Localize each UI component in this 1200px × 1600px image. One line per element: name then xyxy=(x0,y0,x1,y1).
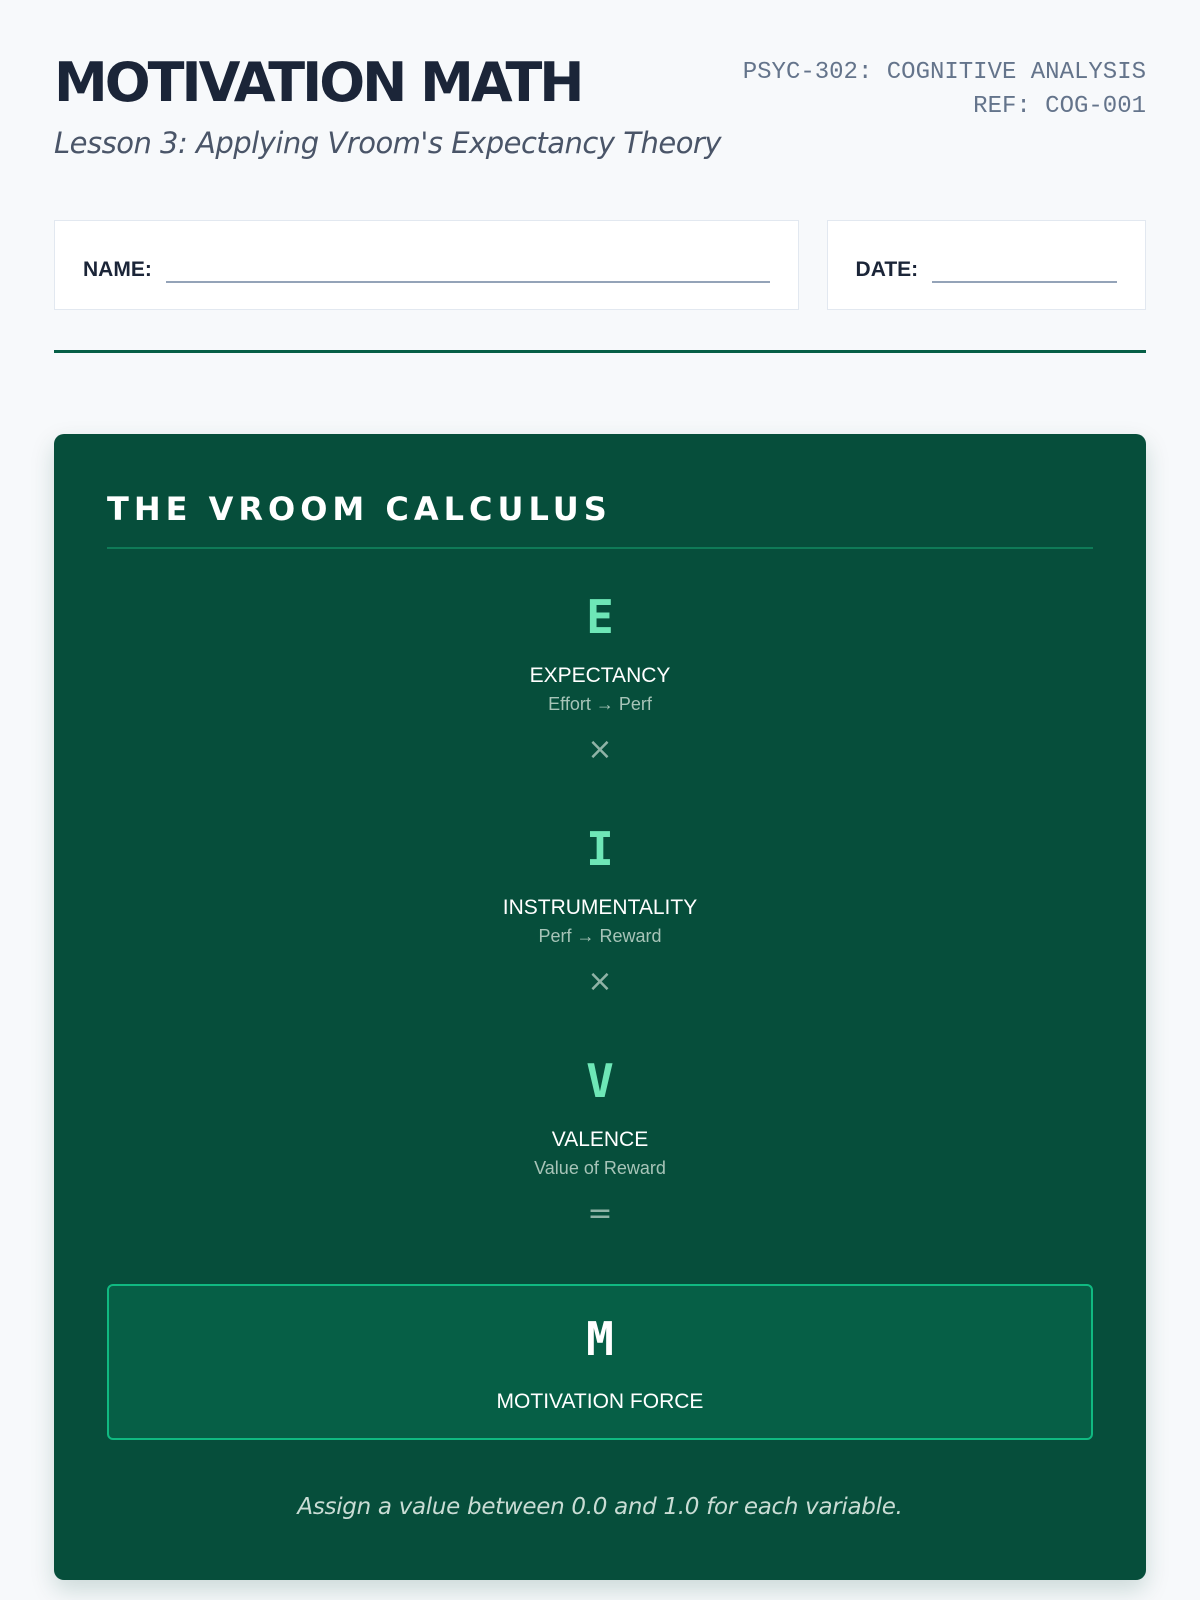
motivation-force-result xyxy=(107,1284,1093,1440)
variable-valence xyxy=(54,1054,1146,1179)
variable-description: Value of Reward xyxy=(534,1158,666,1178)
multiply-operator: × xyxy=(587,732,613,767)
instruction-text: Assign a value between 0.0 and 1.0 for each variable. xyxy=(297,1494,903,1520)
card-divider xyxy=(107,547,1093,549)
date-input-line[interactable] xyxy=(932,247,1117,283)
variable-instrumentality xyxy=(54,822,1146,947)
student-fields xyxy=(54,220,1146,310)
date-label: DATE: xyxy=(855,258,919,281)
course-code: PSYC-302: COGNITIVE ANALYSIS xyxy=(742,59,1146,86)
multiply-operator: × xyxy=(587,964,613,999)
course-info xyxy=(743,56,1146,124)
variable-name: EXPECTANCY xyxy=(529,664,671,687)
variable-name: VALENCE xyxy=(551,1128,649,1151)
page-title: MOTIVATION MATH xyxy=(54,51,582,114)
lesson-subtitle: Lesson 3: Applying Vroom's Expectancy Theory xyxy=(54,126,722,160)
name-input-line[interactable] xyxy=(166,247,770,283)
header-divider xyxy=(54,350,1146,353)
variable-letter: V xyxy=(586,1054,614,1108)
vroom-calculus-card xyxy=(54,434,1146,1580)
variable-letter: E xyxy=(586,590,614,644)
equals-operator: = xyxy=(587,1196,613,1231)
variable-description: Effort → Perf xyxy=(548,694,652,714)
reference-code: REF: COG-001 xyxy=(973,93,1146,120)
result-name: MOTIVATION FORCE xyxy=(496,1390,704,1413)
card-title: THE VROOM CALCULUS xyxy=(107,490,612,528)
variable-description: Perf → Reward xyxy=(538,926,662,946)
worksheet-header xyxy=(54,51,1146,176)
variable-letter: I xyxy=(586,822,614,876)
date-field[interactable] xyxy=(827,220,1146,310)
variable-expectancy xyxy=(54,590,1146,715)
result-letter: M xyxy=(586,1312,614,1366)
variable-name: INSTRUMENTALITY xyxy=(502,896,698,919)
name-label: NAME: xyxy=(83,258,152,281)
name-field[interactable] xyxy=(54,220,799,310)
